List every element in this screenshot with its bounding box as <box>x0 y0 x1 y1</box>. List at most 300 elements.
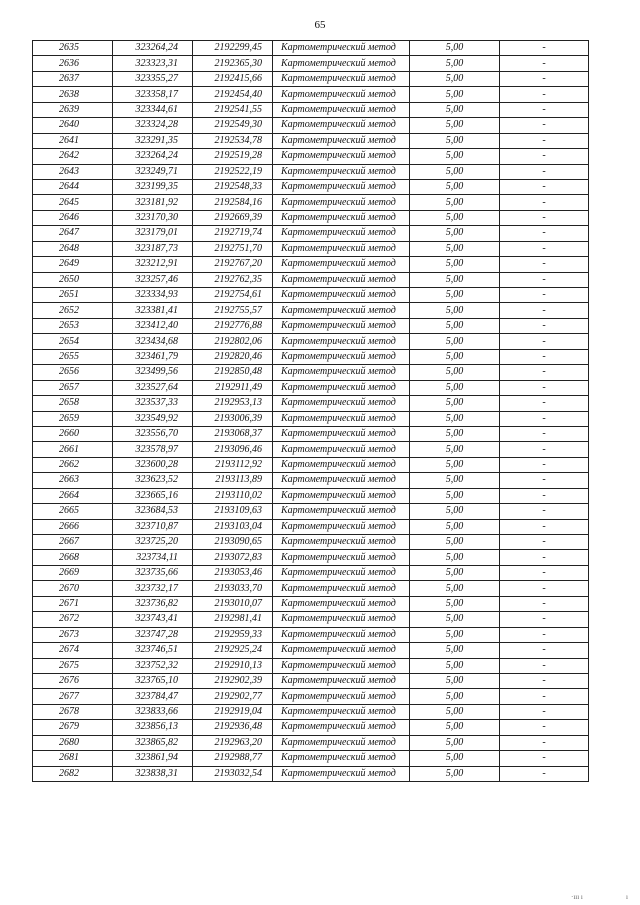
accuracy-cell: 5,00 <box>410 241 500 256</box>
x-coordinate-cell: 323264,24 <box>113 41 193 56</box>
note-cell: - <box>500 56 589 71</box>
method-cell: Картометрический метод <box>273 365 410 380</box>
x-coordinate-cell: 323179,01 <box>113 226 193 241</box>
y-coordinate-cell: 2192802,06 <box>193 334 273 349</box>
point-number-cell: 2659 <box>33 411 113 426</box>
method-cell: Картометрический метод <box>273 396 410 411</box>
note-cell: - <box>500 504 589 519</box>
point-number-cell: 2643 <box>33 164 113 179</box>
table-row <box>33 457 589 472</box>
note-cell: - <box>500 550 589 565</box>
table-row <box>33 288 589 303</box>
y-coordinate-cell: 2193072,83 <box>193 550 273 565</box>
y-coordinate-cell: 2193068,37 <box>193 426 273 441</box>
accuracy-cell: 5,00 <box>410 118 500 133</box>
x-coordinate-cell: 323856,13 <box>113 720 193 735</box>
x-coordinate-cell: 323600,28 <box>113 457 193 472</box>
method-cell: Картометрический метод <box>273 334 410 349</box>
x-coordinate-cell: 323324,28 <box>113 118 193 133</box>
note-cell: - <box>500 210 589 225</box>
accuracy-cell: 5,00 <box>410 519 500 534</box>
accuracy-cell: 5,00 <box>410 396 500 411</box>
point-number-cell: 2679 <box>33 720 113 735</box>
coordinates-table <box>32 40 589 782</box>
point-number-cell: 2674 <box>33 643 113 658</box>
x-coordinate-cell: 323743,41 <box>113 612 193 627</box>
note-cell: - <box>500 673 589 688</box>
point-number-cell: 2671 <box>33 596 113 611</box>
table-row <box>33 550 589 565</box>
y-coordinate-cell: 2192548,33 <box>193 179 273 194</box>
accuracy-cell: 5,00 <box>410 766 500 781</box>
x-coordinate-cell: 323434,68 <box>113 334 193 349</box>
y-coordinate-cell: 2192755,57 <box>193 303 273 318</box>
method-cell: Картометрический метод <box>273 658 410 673</box>
note-cell: - <box>500 658 589 673</box>
accuracy-cell: 5,00 <box>410 535 500 550</box>
note-cell: - <box>500 612 589 627</box>
method-cell: Картометрический метод <box>273 71 410 86</box>
table-row <box>33 102 589 117</box>
y-coordinate-cell: 2192534,78 <box>193 133 273 148</box>
point-number-cell: 2660 <box>33 426 113 441</box>
method-cell: Картометрический метод <box>273 226 410 241</box>
x-coordinate-cell: 323578,97 <box>113 442 193 457</box>
method-cell: Картометрический метод <box>273 735 410 750</box>
note-cell: - <box>500 164 589 179</box>
accuracy-cell: 5,00 <box>410 272 500 287</box>
note-cell: - <box>500 411 589 426</box>
point-number-cell: 2655 <box>33 349 113 364</box>
x-coordinate-cell: 323291,35 <box>113 133 193 148</box>
note-cell: - <box>500 365 589 380</box>
x-coordinate-cell: 323264,24 <box>113 149 193 164</box>
y-coordinate-cell: 2192584,16 <box>193 195 273 210</box>
method-cell: Картометрический метод <box>273 457 410 472</box>
table-row <box>33 179 589 194</box>
note-cell: - <box>500 766 589 781</box>
y-coordinate-cell: 2192953,13 <box>193 396 273 411</box>
point-number-cell: 2664 <box>33 488 113 503</box>
method-cell: Картометрический метод <box>273 627 410 642</box>
x-coordinate-cell: 323732,17 <box>113 581 193 596</box>
point-number-cell: 2648 <box>33 241 113 256</box>
point-number-cell: 2653 <box>33 318 113 333</box>
accuracy-cell: 5,00 <box>410 473 500 488</box>
point-number-cell: 2656 <box>33 365 113 380</box>
y-coordinate-cell: 2193103,04 <box>193 519 273 534</box>
y-coordinate-cell: 2192762,35 <box>193 272 273 287</box>
method-cell: Картометрический метод <box>273 411 410 426</box>
table-row <box>33 349 589 364</box>
accuracy-cell: 5,00 <box>410 627 500 642</box>
x-coordinate-cell: 323199,35 <box>113 179 193 194</box>
table-row <box>33 519 589 534</box>
method-cell: Картометрический метод <box>273 241 410 256</box>
table-row <box>33 720 589 735</box>
table-row <box>33 411 589 426</box>
method-cell: Картометрический метод <box>273 596 410 611</box>
method-cell: Картометрический метод <box>273 288 410 303</box>
method-cell: Картометрический метод <box>273 751 410 766</box>
method-cell: Картометрический метод <box>273 643 410 658</box>
table-row <box>33 426 589 441</box>
point-number-cell: 2666 <box>33 519 113 534</box>
x-coordinate-cell: 323556,70 <box>113 426 193 441</box>
note-cell: - <box>500 689 589 704</box>
accuracy-cell: 5,00 <box>410 735 500 750</box>
y-coordinate-cell: 2192850,48 <box>193 365 273 380</box>
method-cell: Картометрический метод <box>273 41 410 56</box>
accuracy-cell: 5,00 <box>410 179 500 194</box>
accuracy-cell: 5,00 <box>410 426 500 441</box>
method-cell: Картометрический метод <box>273 519 410 534</box>
table-row <box>33 241 589 256</box>
x-coordinate-cell: 323784,47 <box>113 689 193 704</box>
y-coordinate-cell: 2192541,55 <box>193 102 273 117</box>
note-cell: - <box>500 118 589 133</box>
x-coordinate-cell: 323170,30 <box>113 210 193 225</box>
accuracy-cell: 5,00 <box>410 318 500 333</box>
table-row <box>33 318 589 333</box>
x-coordinate-cell: 323665,16 <box>113 488 193 503</box>
point-number-cell: 2637 <box>33 71 113 86</box>
method-cell: Картометрический метод <box>273 257 410 272</box>
table-row <box>33 380 589 395</box>
accuracy-cell: 5,00 <box>410 442 500 457</box>
accuracy-cell: 5,00 <box>410 704 500 719</box>
y-coordinate-cell: 2192910,13 <box>193 658 273 673</box>
table-row <box>33 704 589 719</box>
x-coordinate-cell: 323187,73 <box>113 241 193 256</box>
y-coordinate-cell: 2192936,48 <box>193 720 273 735</box>
x-coordinate-cell: 323684,53 <box>113 504 193 519</box>
x-coordinate-cell: 323861,94 <box>113 751 193 766</box>
x-coordinate-cell: 323358,17 <box>113 87 193 102</box>
y-coordinate-cell: 2192925,24 <box>193 643 273 658</box>
y-coordinate-cell: 2192919,04 <box>193 704 273 719</box>
point-number-cell: 2672 <box>33 612 113 627</box>
method-cell: Картометрический метод <box>273 179 410 194</box>
y-coordinate-cell: 2192767,20 <box>193 257 273 272</box>
y-coordinate-cell: 2193006,39 <box>193 411 273 426</box>
x-coordinate-cell: 323746,51 <box>113 643 193 658</box>
point-number-cell: 2647 <box>33 226 113 241</box>
table-row <box>33 673 589 688</box>
table-row <box>33 334 589 349</box>
point-number-cell: 2678 <box>33 704 113 719</box>
table-row <box>33 612 589 627</box>
table-row <box>33 71 589 86</box>
y-coordinate-cell: 2193109,63 <box>193 504 273 519</box>
method-cell: Картометрический метод <box>273 550 410 565</box>
note-cell: - <box>500 71 589 86</box>
note-cell: - <box>500 41 589 56</box>
point-number-cell: 2649 <box>33 257 113 272</box>
point-number-cell: 2658 <box>33 396 113 411</box>
note-cell: - <box>500 288 589 303</box>
y-coordinate-cell: 2192902,39 <box>193 673 273 688</box>
x-coordinate-cell: 323623,52 <box>113 473 193 488</box>
point-number-cell: 2661 <box>33 442 113 457</box>
method-cell: Картометрический метод <box>273 488 410 503</box>
y-coordinate-cell: 2192963,20 <box>193 735 273 750</box>
accuracy-cell: 5,00 <box>410 71 500 86</box>
point-number-cell: 2680 <box>33 735 113 750</box>
y-coordinate-cell: 2193010,07 <box>193 596 273 611</box>
method-cell: Картометрический метод <box>273 720 410 735</box>
table-row <box>33 118 589 133</box>
y-coordinate-cell: 2192988,77 <box>193 751 273 766</box>
point-number-cell: 2645 <box>33 195 113 210</box>
method-cell: Картометрический метод <box>273 581 410 596</box>
note-cell: - <box>500 87 589 102</box>
y-coordinate-cell: 2193112,92 <box>193 457 273 472</box>
method-cell: Картометрический метод <box>273 426 410 441</box>
point-number-cell: 2650 <box>33 272 113 287</box>
method-cell: Картометрический метод <box>273 118 410 133</box>
method-cell: Картометрический метод <box>273 210 410 225</box>
note-cell: - <box>500 457 589 472</box>
method-cell: Картометрический метод <box>273 303 410 318</box>
table-row <box>33 766 589 781</box>
note-cell: - <box>500 334 589 349</box>
table-row <box>33 473 589 488</box>
note-cell: - <box>500 133 589 148</box>
x-coordinate-cell: 323838,31 <box>113 766 193 781</box>
x-coordinate-cell: 323710,87 <box>113 519 193 534</box>
y-coordinate-cell: 2193096,46 <box>193 442 273 457</box>
note-cell: - <box>500 102 589 117</box>
method-cell: Картометрический метод <box>273 704 410 719</box>
method-cell: Картометрический метод <box>273 318 410 333</box>
note-cell: - <box>500 488 589 503</box>
method-cell: Картометрический метод <box>273 87 410 102</box>
table-row <box>33 133 589 148</box>
accuracy-cell: 5,00 <box>410 457 500 472</box>
point-number-cell: 2642 <box>33 149 113 164</box>
footer-mark-right: ı <box>626 893 628 901</box>
table-row <box>33 488 589 503</box>
point-number-cell: 2667 <box>33 535 113 550</box>
method-cell: Картометрический метод <box>273 349 410 364</box>
table-row <box>33 689 589 704</box>
method-cell: Картометрический метод <box>273 272 410 287</box>
note-cell: - <box>500 349 589 364</box>
method-cell: Картометрический метод <box>273 149 410 164</box>
x-coordinate-cell: 323735,66 <box>113 565 193 580</box>
note-cell: - <box>500 179 589 194</box>
table-row <box>33 627 589 642</box>
x-coordinate-cell: 323736,82 <box>113 596 193 611</box>
table-row <box>33 41 589 56</box>
method-cell: Картометрический метод <box>273 102 410 117</box>
y-coordinate-cell: 2192415,66 <box>193 71 273 86</box>
point-number-cell: 2639 <box>33 102 113 117</box>
accuracy-cell: 5,00 <box>410 365 500 380</box>
table-row <box>33 751 589 766</box>
accuracy-cell: 5,00 <box>410 504 500 519</box>
note-cell: - <box>500 426 589 441</box>
table-row <box>33 596 589 611</box>
note-cell: - <box>500 704 589 719</box>
accuracy-cell: 5,00 <box>410 133 500 148</box>
point-number-cell: 2681 <box>33 751 113 766</box>
accuracy-cell: 5,00 <box>410 164 500 179</box>
note-cell: - <box>500 241 589 256</box>
note-cell: - <box>500 442 589 457</box>
point-number-cell: 2641 <box>33 133 113 148</box>
y-coordinate-cell: 2192454,40 <box>193 87 273 102</box>
y-coordinate-cell: 2192776,88 <box>193 318 273 333</box>
note-cell: - <box>500 272 589 287</box>
y-coordinate-cell: 2193113,89 <box>193 473 273 488</box>
y-coordinate-cell: 2192911,49 <box>193 380 273 395</box>
y-coordinate-cell: 2192719,74 <box>193 226 273 241</box>
y-coordinate-cell: 2192754,61 <box>193 288 273 303</box>
table-row <box>33 504 589 519</box>
y-coordinate-cell: 2193053,46 <box>193 565 273 580</box>
x-coordinate-cell: 323725,20 <box>113 535 193 550</box>
note-cell: - <box>500 226 589 241</box>
point-number-cell: 2682 <box>33 766 113 781</box>
note-cell: - <box>500 318 589 333</box>
x-coordinate-cell: 323412,40 <box>113 318 193 333</box>
method-cell: Картометрический метод <box>273 504 410 519</box>
x-coordinate-cell: 323249,71 <box>113 164 193 179</box>
x-coordinate-cell: 323344,61 <box>113 102 193 117</box>
note-cell: - <box>500 519 589 534</box>
footer-mark-left: ·ııı ı <box>571 893 583 901</box>
method-cell: Картометрический метод <box>273 473 410 488</box>
accuracy-cell: 5,00 <box>410 149 500 164</box>
point-number-cell: 2635 <box>33 41 113 56</box>
table-row <box>33 272 589 287</box>
method-cell: Картометрический метод <box>273 133 410 148</box>
method-cell: Картометрический метод <box>273 535 410 550</box>
point-number-cell: 2652 <box>33 303 113 318</box>
accuracy-cell: 5,00 <box>410 349 500 364</box>
table-body <box>33 41 589 782</box>
accuracy-cell: 5,00 <box>410 102 500 117</box>
x-coordinate-cell: 323865,82 <box>113 735 193 750</box>
method-cell: Картометрический метод <box>273 612 410 627</box>
table-row <box>33 149 589 164</box>
y-coordinate-cell: 2193033,70 <box>193 581 273 596</box>
point-number-cell: 2638 <box>33 87 113 102</box>
table-row <box>33 210 589 225</box>
x-coordinate-cell: 323537,33 <box>113 396 193 411</box>
method-cell: Картометрический метод <box>273 673 410 688</box>
table-row <box>33 195 589 210</box>
point-number-cell: 2670 <box>33 581 113 596</box>
point-number-cell: 2665 <box>33 504 113 519</box>
table-row <box>33 87 589 102</box>
y-coordinate-cell: 2192981,41 <box>193 612 273 627</box>
x-coordinate-cell: 323355,27 <box>113 71 193 86</box>
table-row <box>33 257 589 272</box>
accuracy-cell: 5,00 <box>410 380 500 395</box>
point-number-cell: 2677 <box>33 689 113 704</box>
point-number-cell: 2644 <box>33 179 113 194</box>
point-number-cell: 2675 <box>33 658 113 673</box>
accuracy-cell: 5,00 <box>410 288 500 303</box>
table-row <box>33 658 589 673</box>
y-coordinate-cell: 2192959,33 <box>193 627 273 642</box>
accuracy-cell: 5,00 <box>410 41 500 56</box>
method-cell: Картометрический метод <box>273 689 410 704</box>
x-coordinate-cell: 323833,66 <box>113 704 193 719</box>
y-coordinate-cell: 2192751,70 <box>193 241 273 256</box>
accuracy-cell: 5,00 <box>410 87 500 102</box>
accuracy-cell: 5,00 <box>410 565 500 580</box>
table-row <box>33 442 589 457</box>
y-coordinate-cell: 2192669,39 <box>193 210 273 225</box>
table-row <box>33 56 589 71</box>
point-number-cell: 2657 <box>33 380 113 395</box>
x-coordinate-cell: 323752,32 <box>113 658 193 673</box>
accuracy-cell: 5,00 <box>410 673 500 688</box>
note-cell: - <box>500 643 589 658</box>
point-number-cell: 2663 <box>33 473 113 488</box>
note-cell: - <box>500 581 589 596</box>
note-cell: - <box>500 303 589 318</box>
x-coordinate-cell: 323381,41 <box>113 303 193 318</box>
note-cell: - <box>500 257 589 272</box>
table-row <box>33 303 589 318</box>
y-coordinate-cell: 2193032,54 <box>193 766 273 781</box>
accuracy-cell: 5,00 <box>410 257 500 272</box>
x-coordinate-cell: 323323,31 <box>113 56 193 71</box>
note-cell: - <box>500 565 589 580</box>
note-cell: - <box>500 195 589 210</box>
note-cell: - <box>500 535 589 550</box>
point-number-cell: 2636 <box>33 56 113 71</box>
x-coordinate-cell: 323765,10 <box>113 673 193 688</box>
table-row <box>33 643 589 658</box>
table-row <box>33 396 589 411</box>
accuracy-cell: 5,00 <box>410 643 500 658</box>
y-coordinate-cell: 2192365,30 <box>193 56 273 71</box>
x-coordinate-cell: 323549,92 <box>113 411 193 426</box>
accuracy-cell: 5,00 <box>410 210 500 225</box>
point-number-cell: 2640 <box>33 118 113 133</box>
table-row <box>33 365 589 380</box>
method-cell: Картометрический метод <box>273 565 410 580</box>
accuracy-cell: 5,00 <box>410 303 500 318</box>
point-number-cell: 2676 <box>33 673 113 688</box>
note-cell: - <box>500 720 589 735</box>
y-coordinate-cell: 2192299,45 <box>193 41 273 56</box>
point-number-cell: 2651 <box>33 288 113 303</box>
table-row <box>33 735 589 750</box>
accuracy-cell: 5,00 <box>410 334 500 349</box>
note-cell: - <box>500 380 589 395</box>
x-coordinate-cell: 323499,56 <box>113 365 193 380</box>
method-cell: Картометрический метод <box>273 195 410 210</box>
y-coordinate-cell: 2192549,30 <box>193 118 273 133</box>
point-number-cell: 2654 <box>33 334 113 349</box>
x-coordinate-cell: 323334,93 <box>113 288 193 303</box>
method-cell: Картометрический метод <box>273 766 410 781</box>
accuracy-cell: 5,00 <box>410 56 500 71</box>
page-number: 65 <box>314 19 326 31</box>
note-cell: - <box>500 735 589 750</box>
accuracy-cell: 5,00 <box>410 195 500 210</box>
note-cell: - <box>500 149 589 164</box>
point-number-cell: 2673 <box>33 627 113 642</box>
table-row <box>33 565 589 580</box>
